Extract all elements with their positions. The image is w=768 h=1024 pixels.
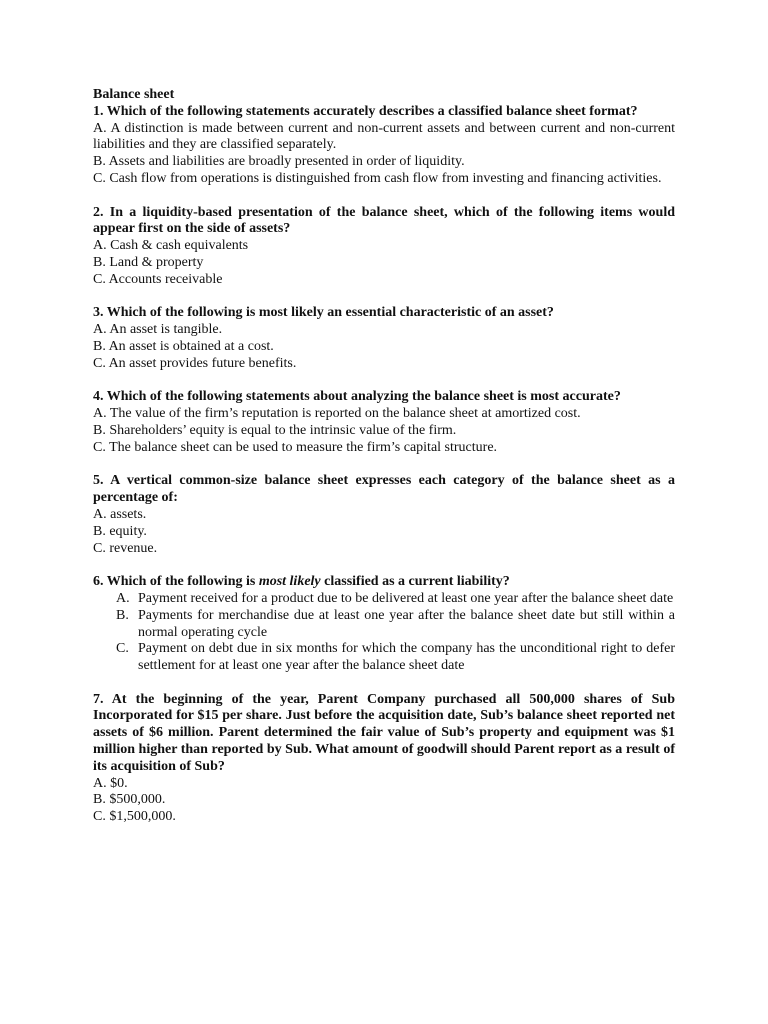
question-2-option-a: A. Cash & cash equivalents: [93, 238, 249, 254]
question-6-prompt-start: 6. Which of the following is: [93, 574, 259, 590]
question-6-option-b: [93, 608, 675, 642]
question-5: [93, 473, 675, 557]
question-4: [93, 389, 675, 456]
question-2: [93, 205, 675, 289]
page-title: Balance sheet: [93, 87, 175, 102]
question-6-option-a: [93, 591, 675, 608]
question-7-prompt: 7. At the beginning of the year, Parent Company purchased all 500,000 shares of Sub Incorporated for $15 per share. Just before the acquisition date, Sub’s balance sheet reported net assets of $6 million. Parent determined the fair value of Sub’s property and equipment was $1 million higher than reported by Sub. What amount of goodwill should Parent report as a result of its acquisition of Sub?: [93, 691, 675, 774]
question-2-option-c: C. Accounts receivable: [93, 271, 223, 287]
document-page: [93, 87, 675, 843]
option-letter: B.: [116, 607, 129, 623]
option-text: Payments for merchandise due at least one year after the balance sheet date but still within a normal operating cycle: [138, 607, 675, 640]
question-2-prompt: 2. In a liquidity-based presentation of the balance sheet, which of the following items would appear first on the side of assets?: [93, 204, 675, 237]
question-1-option-a: A. A distinction is made between current and non-current assets and between current and non-current liabilities and they are classified separately.: [93, 120, 675, 153]
question-1-prompt: 1. Which of the following statements accurately describes a classified balance sheet format?: [93, 103, 638, 119]
question-2-option-b: B. Land & property: [93, 254, 204, 270]
question-4-prompt: 4. Which of the following statements about analyzing the balance sheet is most accurate?: [93, 389, 621, 405]
question-5-option-b: B. equity.: [93, 523, 147, 539]
question-1: [93, 104, 675, 188]
question-3-prompt: 3. Which of the following is most likely an essential characteristic of an asset?: [93, 305, 554, 321]
question-1-option-b: B. Assets and liabilities are broadly presented in order of liquidity.: [93, 154, 465, 170]
question-1-option-c: C. Cash flow from operations is distinguished from cash flow from investing and financing activities.: [93, 170, 662, 186]
question-5-option-c: C. revenue.: [93, 540, 158, 556]
question-4-option-b: B. Shareholders’ equity is equal to the intrinsic value of the firm.: [93, 422, 457, 438]
question-6: [93, 574, 675, 675]
option-letter: A.: [116, 590, 130, 606]
option-text: Payment received for a product due to be delivered at least one year after the balance sheet date: [138, 590, 674, 606]
question-7: [93, 692, 675, 826]
question-7-option-a: A. $0.: [93, 775, 128, 791]
question-3-option-a: A. An asset is tangible.: [93, 322, 223, 338]
question-4-option-c: C. The balance sheet can be used to measure the firm’s capital structure.: [93, 439, 498, 455]
question-7-option-c: C. $1,500,000.: [93, 809, 176, 825]
question-6-prompt-emphasis: most likely: [258, 574, 321, 590]
question-5-prompt: 5. A vertical common-size balance sheet expresses each category of the balance sheet as a percentage of:: [93, 473, 675, 506]
question-5-option-a: A. assets.: [93, 506, 147, 522]
option-text: Payment on debt due in six months for which the company has the unconditional right to defer settlement for at least one year after the balance sheet date: [138, 641, 675, 674]
option-letter: C.: [116, 641, 129, 657]
question-3-option-c: C. An asset provides future benefits.: [93, 355, 297, 371]
question-3: [93, 305, 675, 372]
question-4-option-a: A. The value of the firm’s reputation is reported on the balance sheet at amortized cost.: [93, 406, 581, 422]
question-7-option-b: B. $500,000.: [93, 792, 166, 808]
question-3-option-b: B. An asset is obtained at a cost.: [93, 338, 274, 354]
question-6-options: [93, 591, 675, 675]
question-6-prompt-end: classified as a current liability?: [320, 574, 510, 590]
question-6-prompt: [93, 574, 675, 591]
question-6-option-c: [93, 641, 675, 675]
